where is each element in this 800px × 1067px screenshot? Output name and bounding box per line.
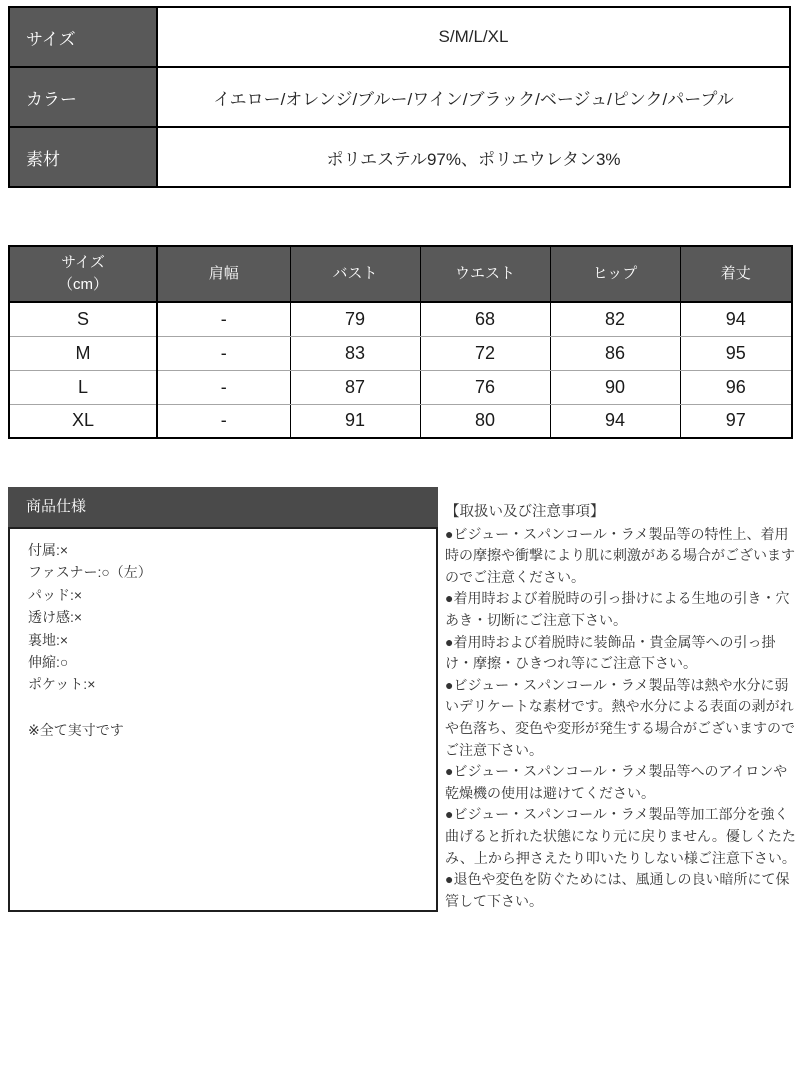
cell-bust: 79 (290, 302, 420, 336)
table-row (9, 302, 792, 336)
col-header-size-line1: サイズ (61, 253, 105, 271)
table-row (9, 127, 790, 187)
spec-item-pad: パッド:× (28, 586, 83, 603)
handling-notes-title: 【取扱い及び注意事項】 (445, 504, 605, 520)
cell-length: 95 (680, 336, 792, 370)
cell-length: 96 (680, 370, 792, 404)
handling-note: ●ビジュー・スパンコール・ラメ製品等へのアイロンや乾燥機の使用は避けてください。 (445, 763, 788, 801)
cell-length: 94 (680, 302, 792, 336)
handling-notes (445, 502, 797, 912)
cell-hip: 82 (550, 302, 680, 336)
size-chart-header-row (9, 246, 792, 302)
size-chart-table (8, 245, 793, 439)
table-row (9, 7, 790, 67)
spec-item-sheerness: 透け感:× (28, 609, 83, 626)
cell-shoulder: - (157, 370, 290, 404)
col-header-shoulder: 肩幅 (157, 246, 290, 302)
cell-hip: 86 (550, 336, 680, 370)
cell-bust: 87 (290, 370, 420, 404)
cell-waist: 76 (420, 370, 550, 404)
info-value-size: S/M/L/XL (157, 7, 790, 67)
table-row (9, 67, 790, 127)
spec-item-stretch: 伸縮:○ (28, 654, 69, 671)
cell-hip: 90 (550, 370, 680, 404)
table-row (9, 370, 792, 404)
handling-note: ●ビジュー・スパンコール・ラメ製品等は熱や水分に弱いデリケートな素材です。熱や水分による表面の剥がれや色落ち、変色や変形が発生する場合がございますのでご注意下さい。 (445, 676, 795, 758)
cell-waist: 72 (420, 336, 550, 370)
cell-bust: 91 (290, 404, 420, 438)
info-value-material: ポリエステル97%、ポリエウレタン3% (157, 127, 790, 187)
cell-size: L (9, 370, 157, 404)
cell-size: XL (9, 404, 157, 438)
product-spec-header: 商品仕様 (8, 487, 438, 527)
table-row (9, 404, 792, 438)
handling-note: ●ビジュー・スパンコール・ラメ製品等の特性上、着用時の摩擦や衝撃により肌に刺激がある場合がございますのでご注意ください。 (445, 525, 795, 585)
spec-item-accessory: 付属:× (28, 542, 69, 558)
spec-item-fastener: ファスナー:○（左） (28, 564, 152, 581)
info-label-color: カラー (9, 67, 157, 127)
cell-shoulder: - (157, 404, 290, 438)
spec-note-actual-size: ※全て実寸です (28, 721, 124, 738)
cell-size: M (9, 336, 157, 370)
col-header-length: 着丈 (680, 246, 792, 302)
spec-item-lining: 裏地:× (28, 631, 69, 648)
table-row (9, 336, 792, 370)
handling-note: ●ビジュー・スパンコール・ラメ製品等加工部分を強く曲げると折れた状態になり元に戻りません。優しくたたみ、上から押さえたり叩いたりしない様ご注意下さい。 (445, 806, 796, 866)
product-spec-box (8, 527, 438, 912)
info-value-color: イエロー/オレンジ/ブルー/ワイン/ブラック/ベージュ/ピンク/パープル (157, 67, 790, 127)
col-header-bust: バスト (290, 246, 420, 302)
cell-size: S (9, 302, 157, 336)
handling-note: ●着用時および着脱時に装飾品・貴金属等への引っ掛け・摩擦・ひきつれ等にご注意下さい。 (445, 633, 776, 672)
info-label-material: 素材 (9, 127, 157, 187)
cell-shoulder: - (157, 302, 290, 336)
info-label-size: サイズ (9, 7, 157, 67)
spec-item-pocket: ポケット:× (28, 676, 96, 693)
product-info-table (8, 6, 791, 188)
handling-note: ●着用時および着脱時の引っ掛けによる生地の引き・穴あき・切断にご注意下さい。 (445, 590, 790, 628)
col-header-waist: ウエスト (420, 246, 550, 302)
col-header-size-cm (9, 246, 157, 302)
cell-waist: 80 (420, 404, 550, 438)
cell-length: 97 (680, 404, 792, 438)
cell-waist: 68 (420, 302, 550, 336)
handling-note: ●退色や変色を防ぐためには、風通しの良い暗所にて保管して下さい。 (445, 871, 790, 909)
cell-shoulder: - (157, 336, 290, 370)
cell-hip: 94 (550, 404, 680, 438)
cell-bust: 83 (290, 336, 420, 370)
col-header-size-line2: （cm） (58, 276, 108, 293)
col-header-hip: ヒップ (550, 246, 680, 302)
